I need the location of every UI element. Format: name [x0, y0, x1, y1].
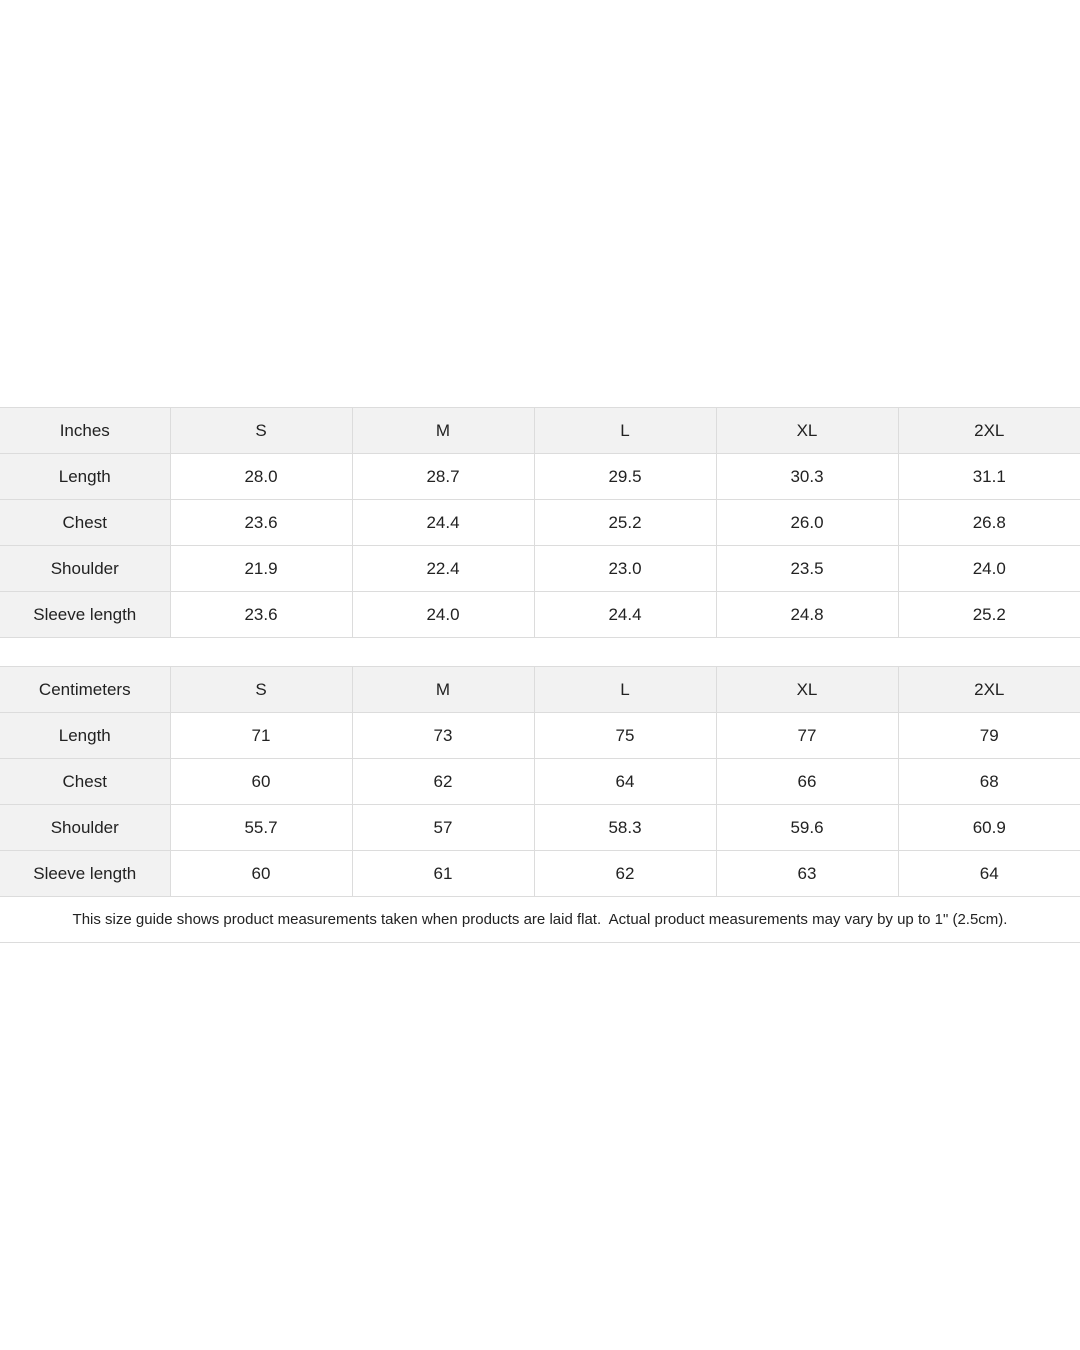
table-cell: 66	[716, 759, 898, 805]
table-cell: 22.4	[352, 546, 534, 592]
table-row	[0, 805, 1080, 851]
size-header: L	[534, 408, 716, 454]
table-cell: 25.2	[534, 500, 716, 546]
table-cell: 63	[716, 851, 898, 897]
table-row	[0, 454, 1080, 500]
row-label: Length	[0, 454, 170, 500]
table-cell: 24.4	[352, 500, 534, 546]
centimeters-size-table	[0, 666, 1080, 897]
table-cell: 28.7	[352, 454, 534, 500]
table-header-row	[0, 667, 1080, 713]
table-row	[0, 713, 1080, 759]
table-cell: 26.8	[898, 500, 1080, 546]
size-header: 2XL	[898, 667, 1080, 713]
table-cell: 68	[898, 759, 1080, 805]
row-label: Sleeve length	[0, 592, 170, 638]
table-cell: 21.9	[170, 546, 352, 592]
size-header: L	[534, 667, 716, 713]
table-cell: 58.3	[534, 805, 716, 851]
row-label: Length	[0, 713, 170, 759]
table-header-row	[0, 408, 1080, 454]
table-cell: 23.0	[534, 546, 716, 592]
table-row	[0, 592, 1080, 638]
table-cell: 24.0	[352, 592, 534, 638]
table-cell: 23.6	[170, 500, 352, 546]
table-cell: 75	[534, 713, 716, 759]
table-cell: 60	[170, 759, 352, 805]
table-cell: 55.7	[170, 805, 352, 851]
table-row	[0, 500, 1080, 546]
table-cell: 31.1	[898, 454, 1080, 500]
row-label: Chest	[0, 500, 170, 546]
table-cell: 28.0	[170, 454, 352, 500]
table-cell: 61	[352, 851, 534, 897]
table-cell: 24.4	[534, 592, 716, 638]
table-cell: 30.3	[716, 454, 898, 500]
table-cell: 26.0	[716, 500, 898, 546]
size-header: XL	[716, 408, 898, 454]
table-cell: 23.5	[716, 546, 898, 592]
table-cell: 64	[898, 851, 1080, 897]
size-header: M	[352, 667, 534, 713]
table-row	[0, 851, 1080, 897]
size-header: S	[170, 667, 352, 713]
table-row	[0, 759, 1080, 805]
table-cell: 60.9	[898, 805, 1080, 851]
table-cell: 71	[170, 713, 352, 759]
row-label: Sleeve length	[0, 851, 170, 897]
table-cell: 62	[352, 759, 534, 805]
row-label: Shoulder	[0, 546, 170, 592]
table-cell: 60	[170, 851, 352, 897]
size-header: 2XL	[898, 408, 1080, 454]
row-label: Chest	[0, 759, 170, 805]
table-cell: 57	[352, 805, 534, 851]
table-cell: 73	[352, 713, 534, 759]
size-header: XL	[716, 667, 898, 713]
table-cell: 24.0	[898, 546, 1080, 592]
table-cell: 64	[534, 759, 716, 805]
unit-label: Centimeters	[0, 667, 170, 713]
size-header: M	[352, 408, 534, 454]
table-cell: 25.2	[898, 592, 1080, 638]
inches-size-table	[0, 407, 1080, 638]
row-label: Shoulder	[0, 805, 170, 851]
table-cell: 29.5	[534, 454, 716, 500]
table-cell: 24.8	[716, 592, 898, 638]
table-cell: 59.6	[716, 805, 898, 851]
table-cell: 79	[898, 713, 1080, 759]
table-cell: 23.6	[170, 592, 352, 638]
size-header: S	[170, 408, 352, 454]
table-cell: 62	[534, 851, 716, 897]
table-row	[0, 546, 1080, 592]
size-guide-footnote: This size guide shows product measurements taken when products are laid flat. Actual product measurements may vary by up to 1" (2.5cm).	[0, 897, 1080, 943]
table-cell: 77	[716, 713, 898, 759]
unit-label: Inches	[0, 408, 170, 454]
